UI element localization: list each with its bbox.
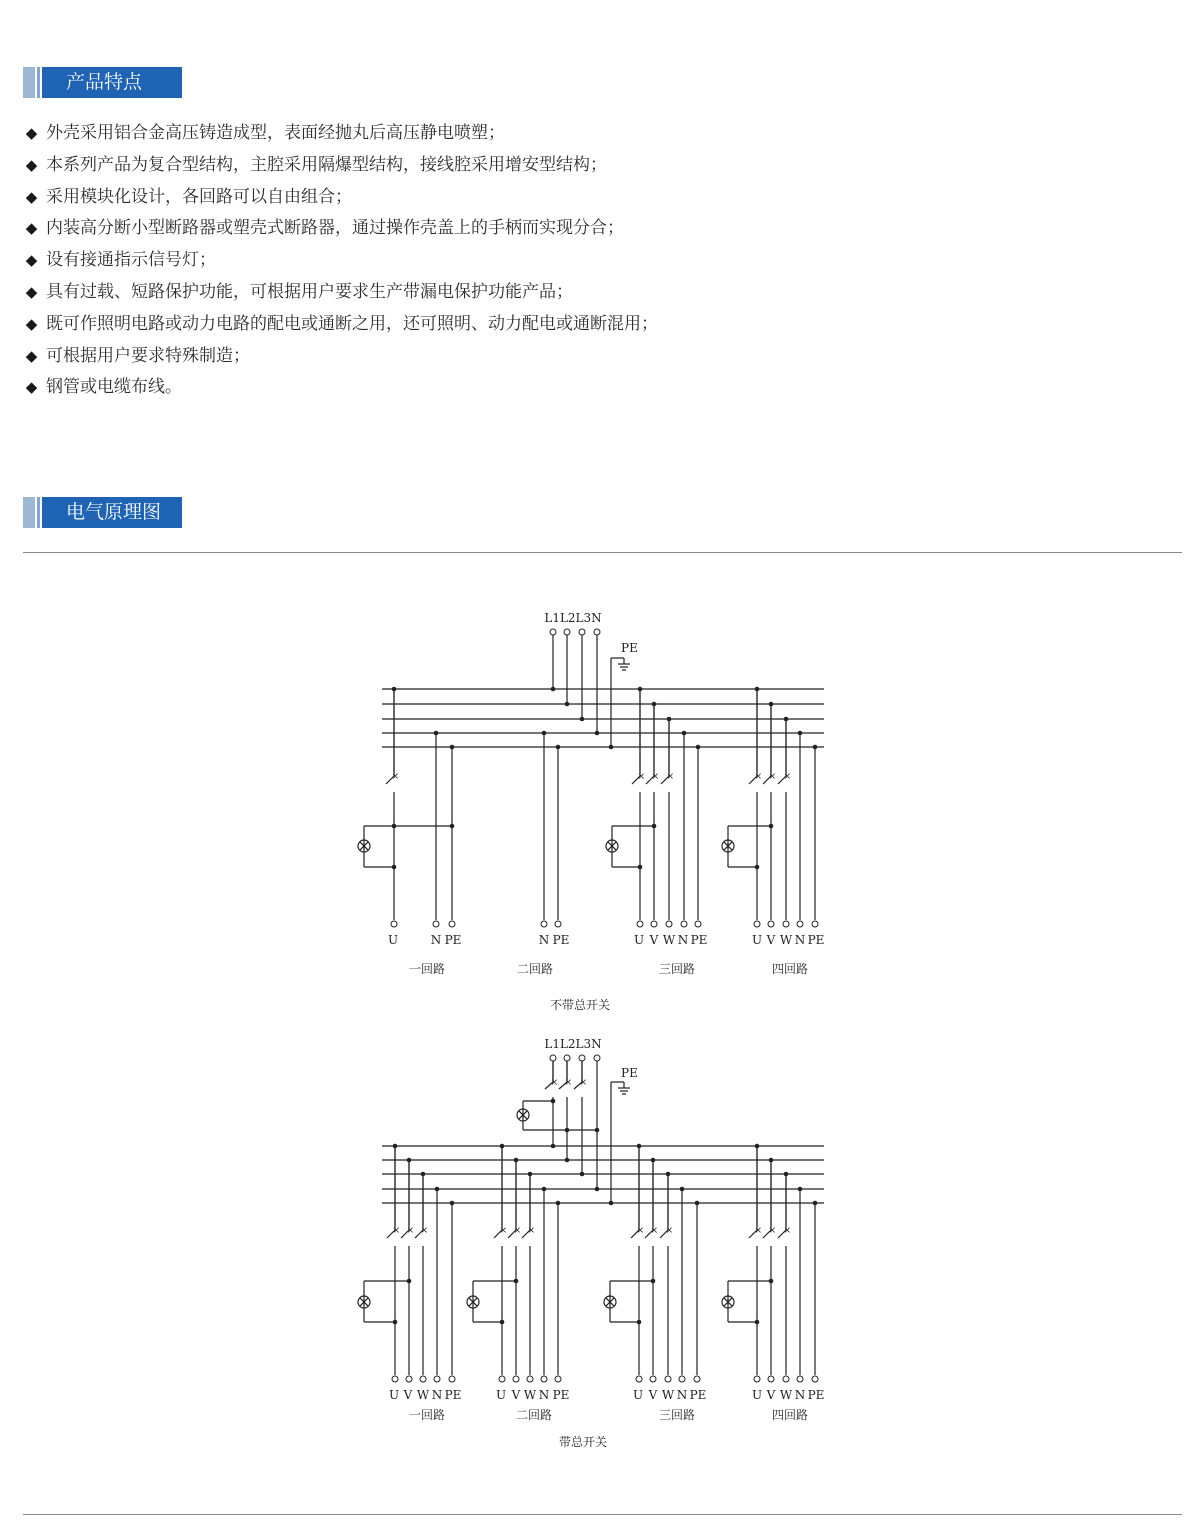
- terminal-label: PE: [444, 1388, 462, 1402]
- terminal-circle: [564, 1055, 570, 1061]
- junction-dot: [652, 702, 657, 707]
- junction-dot: [769, 1158, 774, 1163]
- circuit-name: 一回路: [408, 962, 446, 976]
- terminal-circle: [541, 921, 547, 927]
- terminal-circle: [768, 1376, 774, 1382]
- feature-text: 设有接通指示信号灯；: [46, 250, 216, 271]
- terminal-label: N: [538, 933, 550, 947]
- breaker-switch-icon: ×: [391, 772, 400, 782]
- section-title-features: 产品特点: [42, 67, 182, 98]
- junction-dot: [769, 824, 774, 829]
- terminal-label: V: [649, 933, 659, 947]
- terminal-label: PE: [444, 933, 462, 947]
- terminal-circle: [594, 629, 600, 635]
- terminal-circle: [812, 921, 818, 927]
- junction-dot: [755, 1320, 760, 1325]
- terminal-label: U: [632, 1388, 644, 1402]
- feature-text: 采用模块化设计，各回路可以自由组合；: [46, 186, 352, 207]
- terminal-circle: [434, 1376, 440, 1382]
- terminal-label: W: [779, 933, 793, 947]
- terminal-circle: [449, 921, 455, 927]
- breaker-switch-icon: ×: [527, 1226, 536, 1236]
- terminal-label: V: [766, 933, 776, 947]
- junction-dot: [755, 865, 760, 870]
- breaker-switch-icon: ×: [651, 772, 660, 782]
- terminal-label: N: [431, 1388, 443, 1402]
- junction-dot: [542, 731, 547, 736]
- junction-dot: [652, 824, 657, 829]
- junction-dot: [755, 1144, 760, 1149]
- junction-dot: [638, 687, 643, 692]
- terminal-circle: [499, 1376, 505, 1382]
- terminal-label: N: [794, 933, 806, 947]
- terminal-label: PE: [552, 1388, 570, 1402]
- breaker-switch-icon: ×: [637, 772, 646, 782]
- junction-dot: [755, 687, 760, 692]
- terminal-circle: [527, 1376, 533, 1382]
- terminal-circle: [541, 1376, 547, 1382]
- terminal-label: PE: [689, 1388, 707, 1402]
- feature-text: 可根据用户要求特殊制造；: [46, 345, 250, 366]
- junction-dot: [500, 1320, 505, 1325]
- breaker-switch-icon: ×: [754, 772, 763, 782]
- junction-dot: [565, 1128, 570, 1133]
- junction-dot: [580, 1172, 585, 1177]
- junction-dot: [595, 1187, 600, 1192]
- junction-dot: [434, 731, 439, 736]
- terminal-circle: [637, 921, 643, 927]
- supply-label: L1L2L3N: [544, 611, 602, 625]
- breaker-switch-icon: ×: [499, 1226, 508, 1236]
- terminal-label: N: [794, 1388, 806, 1402]
- junction-dot: [813, 745, 818, 750]
- terminal-label: PE: [690, 933, 708, 947]
- terminal-label: PE: [807, 933, 825, 947]
- junction-dot: [798, 1187, 803, 1192]
- breaker-switch-icon: ×: [579, 1078, 588, 1088]
- junction-dot: [421, 1172, 426, 1177]
- feature-text: 本系列产品为复合型结构，主腔采用隔爆型结构，接线腔采用增安型结构；: [46, 154, 607, 175]
- terminal-circle: [392, 1376, 398, 1382]
- diamond-bullet-icon: ◆: [25, 187, 38, 206]
- terminal-circle: [555, 921, 561, 927]
- terminal-circle: [651, 921, 657, 927]
- terminal-circle: [783, 1376, 789, 1382]
- junction-dot: [450, 745, 455, 750]
- breaker-switch-icon: ×: [406, 1226, 415, 1236]
- terminal-circle: [665, 1376, 671, 1382]
- junction-dot: [798, 731, 803, 736]
- breaker-switch-icon: ×: [754, 1226, 763, 1236]
- junction-dot: [450, 824, 455, 829]
- breaker-switch-icon: ×: [783, 1226, 792, 1236]
- terminal-circle: [579, 629, 585, 635]
- breaker-switch-icon: ×: [513, 1226, 522, 1236]
- terminal-circle: [783, 921, 789, 927]
- junction-dot: [551, 1144, 556, 1149]
- terminal-label: W: [662, 933, 676, 947]
- terminal-label: N: [430, 933, 442, 947]
- terminal-label: N: [538, 1388, 550, 1402]
- diagram-caption: 带总开关: [558, 1435, 608, 1449]
- junction-dot: [784, 1172, 789, 1177]
- breaker-switch-icon: ×: [650, 1226, 659, 1236]
- junction-dot: [769, 1279, 774, 1284]
- terminal-label: U: [751, 1388, 763, 1402]
- junction-dot: [637, 1320, 642, 1325]
- terminal-circle: [449, 1376, 455, 1382]
- breaker-switch-icon: ×: [783, 772, 792, 782]
- terminal-label: U: [751, 933, 763, 947]
- feature-text: 外壳采用铝合金高压铸造成型，表面经抛丸后高压静电喷塑；: [46, 123, 505, 143]
- junction-dot: [595, 1128, 600, 1133]
- junction-dot: [392, 824, 397, 829]
- terminal-label: V: [766, 1388, 776, 1402]
- terminal-circle: [579, 1055, 585, 1061]
- diamond-bullet-icon: ◆: [25, 314, 38, 333]
- feature-text: 具有过载、短路保护功能，可根据用户要求生产带漏电保护功能产品；: [46, 281, 573, 302]
- terminal-label: U: [495, 1388, 507, 1402]
- junction-dot: [682, 731, 687, 736]
- junction-dot: [392, 865, 397, 870]
- terminal-circle: [550, 629, 556, 635]
- diamond-bullet-icon: ◆: [25, 219, 38, 238]
- breaker-switch-icon: ×: [564, 1078, 573, 1088]
- terminal-label: U: [387, 933, 399, 947]
- breaker-switch-icon: ×: [768, 1226, 777, 1236]
- circuit-name: 三回路: [658, 962, 696, 976]
- pe-label: PE: [621, 1066, 638, 1080]
- junction-dot: [609, 1201, 614, 1206]
- terminal-circle: [564, 629, 570, 635]
- junction-dot: [551, 687, 556, 692]
- terminal-circle: [433, 921, 439, 927]
- junction-dot: [393, 1320, 398, 1325]
- junction-dot: [784, 717, 789, 722]
- supply-label: L1L2L3N: [544, 1037, 602, 1051]
- feature-text: 内装高分断小型断路器或塑壳式断路器，通过操作壳盖上的手柄而实现分合；: [46, 218, 624, 239]
- breaker-switch-icon: ×: [420, 1226, 429, 1236]
- diamond-bullet-icon: ◆: [25, 346, 38, 365]
- breaker-switch-icon: ×: [666, 772, 675, 782]
- terminal-circle: [679, 1376, 685, 1382]
- section-title-schematic: 电气原理图: [42, 497, 182, 528]
- terminal-circle: [650, 1376, 656, 1382]
- terminal-label: PE: [807, 1388, 825, 1402]
- terminal-circle: [797, 1376, 803, 1382]
- terminal-label: V: [648, 1388, 658, 1402]
- terminal-circle: [797, 921, 803, 927]
- circuit-name: 一回路: [408, 1408, 446, 1422]
- junction-dot: [667, 717, 672, 722]
- junction-dot: [450, 1201, 455, 1206]
- breaker-switch-icon: ×: [768, 772, 777, 782]
- terminal-label: W: [416, 1388, 430, 1402]
- terminal-circle: [420, 1376, 426, 1382]
- terminal-circle: [681, 921, 687, 927]
- breaker-switch-icon: ×: [665, 1226, 674, 1236]
- terminal-circle: [594, 1055, 600, 1061]
- junction-dot: [392, 687, 397, 692]
- diagram-caption: 不带总开关: [549, 998, 611, 1012]
- junction-dot: [637, 1144, 642, 1149]
- terminal-circle: [695, 921, 701, 927]
- junction-dot: [813, 1201, 818, 1206]
- pe-label: PE: [621, 641, 638, 655]
- diamond-bullet-icon: ◆: [25, 124, 38, 142]
- junction-dot: [556, 1201, 561, 1206]
- junction-dot: [565, 702, 570, 707]
- breaker-switch-icon: ×: [636, 1226, 645, 1236]
- junction-dot: [393, 1144, 398, 1149]
- junction-dot: [651, 1279, 656, 1284]
- terminal-label: W: [661, 1388, 675, 1402]
- circuit-name: 二回路: [515, 1408, 553, 1422]
- terminal-circle: [550, 1055, 556, 1061]
- junction-dot: [500, 1144, 505, 1149]
- terminal-label: U: [633, 933, 645, 947]
- diamond-bullet-icon: ◆: [25, 251, 38, 270]
- terminal-label: N: [677, 933, 689, 947]
- feature-text: 既可作照明电路或动力电路的配电或通断之用，还可照明、动力配电或通断混用；: [46, 313, 658, 334]
- junction-dot: [407, 1158, 412, 1163]
- junction-dot: [609, 745, 614, 750]
- diamond-bullet-icon: ◆: [25, 378, 38, 397]
- circuit-name: 二回路: [516, 962, 554, 976]
- junction-dot: [666, 1172, 671, 1177]
- feature-text: 钢管或电缆布线。: [46, 377, 182, 398]
- junction-dot: [514, 1158, 519, 1163]
- breaker-switch-icon: ×: [392, 1226, 401, 1236]
- terminal-label: PE: [552, 933, 570, 947]
- junction-dot: [595, 731, 600, 736]
- circuit-name: 四回路: [771, 1408, 809, 1422]
- junction-dot: [565, 1158, 570, 1163]
- diamond-bullet-icon: ◆: [25, 155, 38, 174]
- terminal-label: W: [779, 1388, 793, 1402]
- junction-dot: [769, 702, 774, 707]
- terminal-circle: [768, 921, 774, 927]
- circuit-name: 四回路: [771, 962, 809, 976]
- junction-dot: [542, 1187, 547, 1192]
- junction-dot: [695, 1201, 700, 1206]
- junction-dot: [638, 865, 643, 870]
- terminal-label: U: [388, 1388, 400, 1402]
- junction-dot: [580, 717, 585, 722]
- junction-dot: [407, 1279, 412, 1284]
- junction-dot: [556, 745, 561, 750]
- junction-dot: [696, 745, 701, 750]
- terminal-circle: [754, 921, 760, 927]
- junction-dot: [551, 1099, 556, 1104]
- junction-dot: [680, 1187, 685, 1192]
- junction-dot: [514, 1279, 519, 1284]
- junction-dot: [651, 1158, 656, 1163]
- terminal-circle: [694, 1376, 700, 1382]
- terminal-circle: [636, 1376, 642, 1382]
- terminal-label: V: [511, 1388, 521, 1402]
- circuit-name: 三回路: [658, 1408, 696, 1422]
- terminal-circle: [406, 1376, 412, 1382]
- junction-dot: [528, 1172, 533, 1177]
- breaker-switch-icon: ×: [550, 1078, 559, 1088]
- terminal-circle: [812, 1376, 818, 1382]
- terminal-circle: [666, 921, 672, 927]
- terminal-label: N: [676, 1388, 688, 1402]
- terminal-circle: [754, 1376, 760, 1382]
- terminal-label: W: [523, 1388, 537, 1402]
- terminal-circle: [391, 921, 397, 927]
- terminal-circle: [513, 1376, 519, 1382]
- diamond-bullet-icon: ◆: [25, 282, 38, 301]
- terminal-circle: [555, 1376, 561, 1382]
- terminal-label: V: [403, 1388, 413, 1402]
- junction-dot: [435, 1187, 440, 1192]
